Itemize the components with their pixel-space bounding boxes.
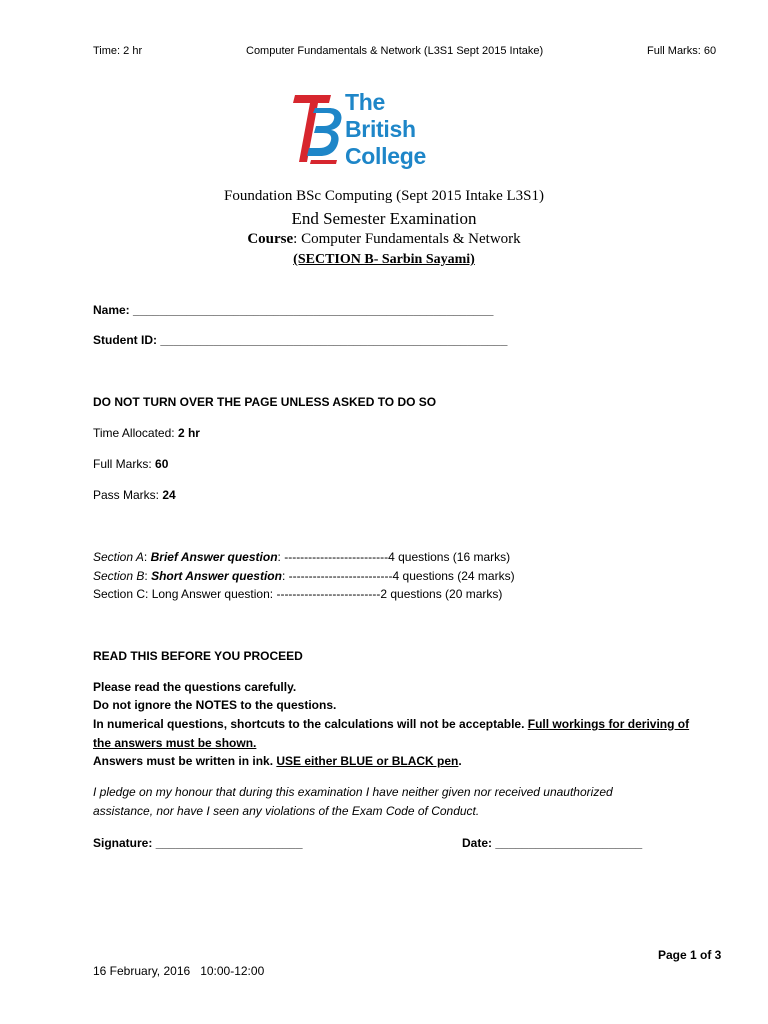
header-time: Time: 2 hr [93, 45, 143, 57]
time-allocated [93, 426, 200, 440]
signature-blank-line[interactable]: ______________________ [155, 836, 303, 850]
section-c-line: Section C: Long Answer question: --------------------------2 questions (20 marks) [93, 587, 503, 601]
date-blank-line[interactable]: ______________________ [495, 836, 643, 850]
read-line-2: Do not ignore the NOTES to the questions. [93, 698, 337, 712]
program-title: Foundation BSc Computing (Sept 2015 Intake L3S1) [224, 188, 544, 204]
section-title: (SECTION B- Sarbin Sayami) [293, 252, 475, 267]
time-allocated-label: Time Allocated: [93, 426, 175, 440]
name-blank-line[interactable]: ______________________________________________________ [133, 303, 494, 317]
read-heading: READ THIS BEFORE YOU PROCEED [93, 649, 303, 663]
exam-time: 10:00-12:00 [200, 964, 265, 978]
pass-marks [93, 488, 176, 502]
exam-date: 16 February, 2016 [93, 964, 191, 978]
name-field[interactable] [93, 303, 493, 317]
logo-word-british: British [345, 116, 416, 142]
section-b-rest: : --------------------------4 questions (24 marks) [281, 569, 515, 583]
name-label: Name: [93, 303, 130, 317]
pass-marks-label: Pass Marks: [93, 488, 160, 502]
date-field[interactable] [462, 836, 642, 850]
section-a-line [93, 550, 510, 564]
pledge-line-1: I pledge on my honour that during this examination I have neither given nor received unauthorized [93, 785, 613, 799]
course-value: : Computer Fundamentals & Network [293, 231, 521, 247]
full-marks-label: Full Marks: [93, 457, 152, 471]
do-not-turn-warning: DO NOT TURN OVER THE PAGE UNLESS ASKED TO DO SO [93, 395, 437, 409]
full-marks-value: 60 [155, 457, 169, 471]
logo-word-the: The [345, 89, 385, 115]
signature-label: Signature: [93, 836, 153, 850]
page-number: Page 1 of 3 [658, 948, 722, 962]
pledge-line-2: assistance, nor have I seen any violations of the Exam Code of Conduct. [93, 804, 480, 818]
read-line-5-period: . [458, 754, 462, 768]
tbc-monogram-icon [291, 88, 345, 168]
section-a-type: Brief Answer question [150, 550, 278, 564]
header-course: Computer Fundamentals & Network (L3S1 Sept 2015 Intake) [246, 45, 544, 57]
college-logo [291, 88, 451, 170]
course-label: Course [247, 231, 294, 247]
read-line-5 [93, 754, 462, 768]
section-a-colon: : [143, 550, 148, 564]
logo-word-college: College [345, 143, 426, 169]
course-line [0, 231, 768, 248]
section-b-colon: : [144, 569, 148, 583]
full-marks [93, 457, 168, 471]
read-line-1: Please read the questions carefully. [93, 680, 297, 694]
pass-marks-value: 24 [162, 488, 176, 502]
read-line-5-text: Answers must be written in ink. [93, 754, 277, 768]
read-line-3-text: In numerical questions, shortcuts to the calculations will not be acceptable. [93, 717, 528, 731]
college-name [345, 89, 426, 170]
student-id-label: Student ID: [93, 333, 157, 347]
signature-field[interactable] [93, 836, 303, 850]
time-allocated-value: 2 hr [177, 426, 200, 440]
date-label: Date: [462, 836, 493, 850]
section-a-rest: : --------------------------4 questions (16 marks) [277, 550, 511, 564]
read-line-4: the answers must be shown. [93, 736, 257, 750]
exam-title: End Semester Examination [291, 209, 477, 228]
section-b-type: Short Answer question [151, 569, 282, 583]
section-b-label: Section B [93, 569, 145, 583]
header-marks: Full Marks: 60 [647, 45, 717, 57]
section-a-label: Section A [93, 550, 144, 564]
read-line-3 [93, 717, 689, 731]
read-line-5-underlined: USE either BLUE or BLACK pen [276, 754, 459, 768]
section-b-line [93, 569, 515, 583]
exam-date-time [93, 964, 264, 978]
student-id-field[interactable] [93, 333, 507, 347]
student-id-blank-line[interactable]: ____________________________________________________ [160, 333, 508, 347]
read-line-3-underlined: Full workings for deriving of [527, 717, 690, 731]
